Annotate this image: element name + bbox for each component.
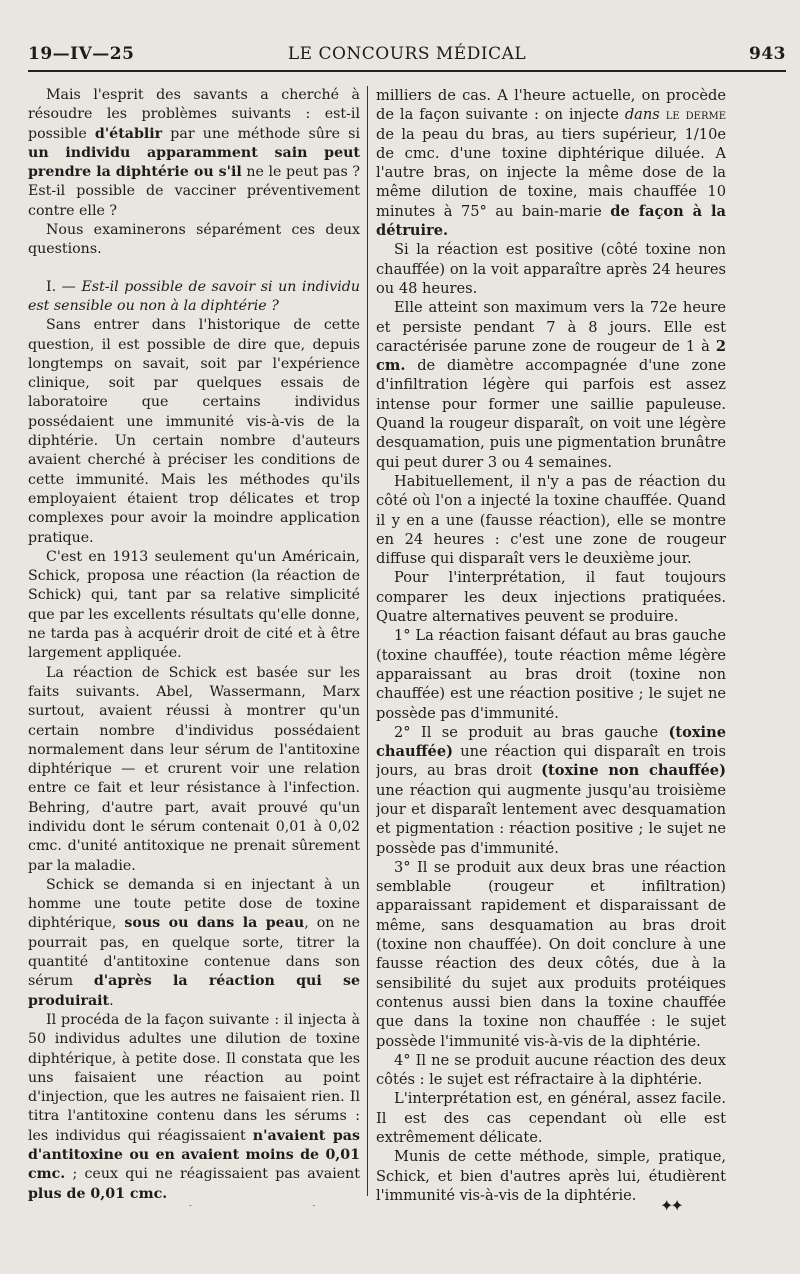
paragraph: Si la réaction est positive (côté toxine non chauffée) on la voit apparaître après 24 heures ou 48 heures.: [376, 241, 726, 297]
paragraph: milliers de cas. A l'heure actuelle, on procède de la façon suivante : on injecte dans le derme de la peau du bras, au tiers supérieur, 1/10e de cmc. d'une toxine diphtérique diluée. A l'autre bras, on injecte la même dose de la même dilution de toxine, mais chauffée 10 minutes à 75° au bain-marie de façon à la détruire.: [376, 87, 726, 240]
paragraph: Il procéda de la façon suivante : il injecta à 50 individus adultes une dilution de toxine diphtérique, à petite dose. Il constata que les uns faisaient une réaction au point d'injection, que les autres ne faisaient rien. Il titra l'antitoxine contenu dans les sérums : les individus qui réagissaient n'avaient pas d'antitoxine ou en avaient moins de 0,01 cmc. ; ceux qui ne réagissaient pas avaient plus de 0,01 cmc.: [28, 1011, 360, 1202]
paragraph: 1° La réaction faisant défaut au bras gauche (toxine chauffée), toute réaction même légère apparaissant au bras droit (toxine non chauffée) est une réaction positive ; le sujet ne possède pas d'immunité.: [376, 627, 726, 722]
right-column: [376, 86, 726, 1206]
paragraph: 4° Il ne se produit aucune réaction des deux côtés : le sujet est réfractaire à la diphtérie.: [376, 1051, 726, 1089]
paragraph: Mais l'esprit des savants a cherché à résoudre les problèmes suivants : est-il possible d'établir par une méthode sûre si un individu apparamment sain peut prendre la diphtérie ou s'il ne le peut pas ? Est-il possible de vacciner préventivement contre elle ?: [28, 87, 360, 219]
paragraph: L'interprétation est, en général, assez facile. Il est des cas cependant où elle est extrêmement délicate.: [376, 1090, 726, 1147]
left-column: [28, 86, 360, 1206]
running-header: [28, 44, 786, 70]
paragraph: Elle atteint son maximum vers la 72e heure et persiste pendant 7 à 8 jours. Elle est caractérisée parune zone de rougeur de 1 à 2 cm. de diamètre accompagnée d'une zone d'infiltration légère qui parfois est assez intense pour former une saillie papuleuse. Quand la rougeur disparaît, on voit une légère desquamation, puis une pigmentation brunâtre qui peut durer 3 ou 4 semaines.: [376, 299, 726, 471]
paragraph: Sans entrer dans l'historique de cette question, il est possible de dire que, depuis longtemps on savait, soit par l'expérience clinique, soit par quelques essais de laboratoire que certains individus possédaient une immunité vis-à-vis de la diphtérie. Un certain nombre d'auteurs avaient cherché à préciser les conditions de cette immunité. Mais les méthodes qu'ils employaient étaient trop délicates et trop complexes pour avoir la moindre application pratique.: [28, 317, 360, 546]
paragraph: Nous examinerons séparément ces deux questions.: [28, 222, 360, 258]
paragraph: Habituellement, il n'y a pas de réaction du côté où l'on a injecté la toxine chauffée. Quand il y en a une (fausse réaction), elle se montre en 24 heures : c'est une zone de rougeur diffuse qui disparaît vers le deuxième jour.: [376, 472, 726, 568]
paragraph: Munis de cette méthode, simple, pratique, Schick, et bien d'autres après lui, étudièrent l'immunité vis-à-vis de la diphtérie.: [376, 1148, 726, 1204]
paragraph: Pour l'interprétation, il faut toujours comparer les deux injections pratiquées. Quatre alternatives peuvent se produire.: [376, 569, 726, 626]
ornament-icon: ✦✦: [660, 1196, 681, 1215]
header-date: 19—IV—25: [28, 44, 135, 64]
header-page-number: 943: [749, 44, 786, 64]
paragraph: C'est en 1913 seulement qu'un Américain, Schick, proposa une réaction (la réaction de Schick) qui, tant par sa relative simplicité que par les excellents résultats qu'elle donne, ne tarda pas à acquérir droit de cité et à être largement appliquée.: [28, 548, 360, 662]
header-journal-title: LE CONCOURS MÉDICAL: [287, 44, 527, 64]
header-rule: [28, 70, 786, 72]
paragraph: 3° Il se produit aux deux bras une réaction semblable (rougeur et infiltration) apparaissant rapidement et disparaissant de même, sans desquamation au bras droit (toxine non chauffée). On doit conclure à une fausse réaction des deux côtés, due à la sensibilité du sujet aux produits protéiques contenus aussi bien dans la toxine chauffée que dans la toxine non chauffée : le sujet possède l'immunité vis-à-vis de la diphtérie.: [376, 858, 726, 1050]
section-heading: I. — Est-il possible de savoir si un individu est sensible ou non à la diphtérie ?: [28, 278, 360, 314]
column-divider: [367, 86, 368, 1196]
paragraph: [28, 1204, 360, 1206]
paragraph: 2° Il se produit au bras gauche (toxine chauffée) une réaction qui disparaît en trois jours, au bras droit (toxine non chauffée) une réaction qui augmente jusqu'au troisième jour et disparaît lentement avec desquamation et pigmentation : réaction positive ; le sujet ne possède pas d'immunité.: [376, 723, 726, 857]
paragraph: Schick se demanda si en injectant à un homme une toute petite dose de toxine diphtérique, sous ou dans la peau, on ne pourrait pas, en quelque sorte, titrer la quantité d'antitoxine contenue dans son sérum d'après la réaction qui se produirait.: [28, 876, 360, 1009]
paragraph: La réaction de Schick est basée sur les faits suivants. Abel, Wassermann, Marx surtout, avaient réussi à montrer qu'un certain nombre d'individus possédaient normalement dans leur sérum de l'antitoxine diphtérique — et crurent voir une relation entre ce fait et leur résistance à l'infection. Behring, d'autre part, avait prouvé qu'un individu dont le sérum contenait 0,01 à 0,02 cmc. d'unité antitoxique ne prenait sûrement par la maladie.: [28, 664, 360, 874]
